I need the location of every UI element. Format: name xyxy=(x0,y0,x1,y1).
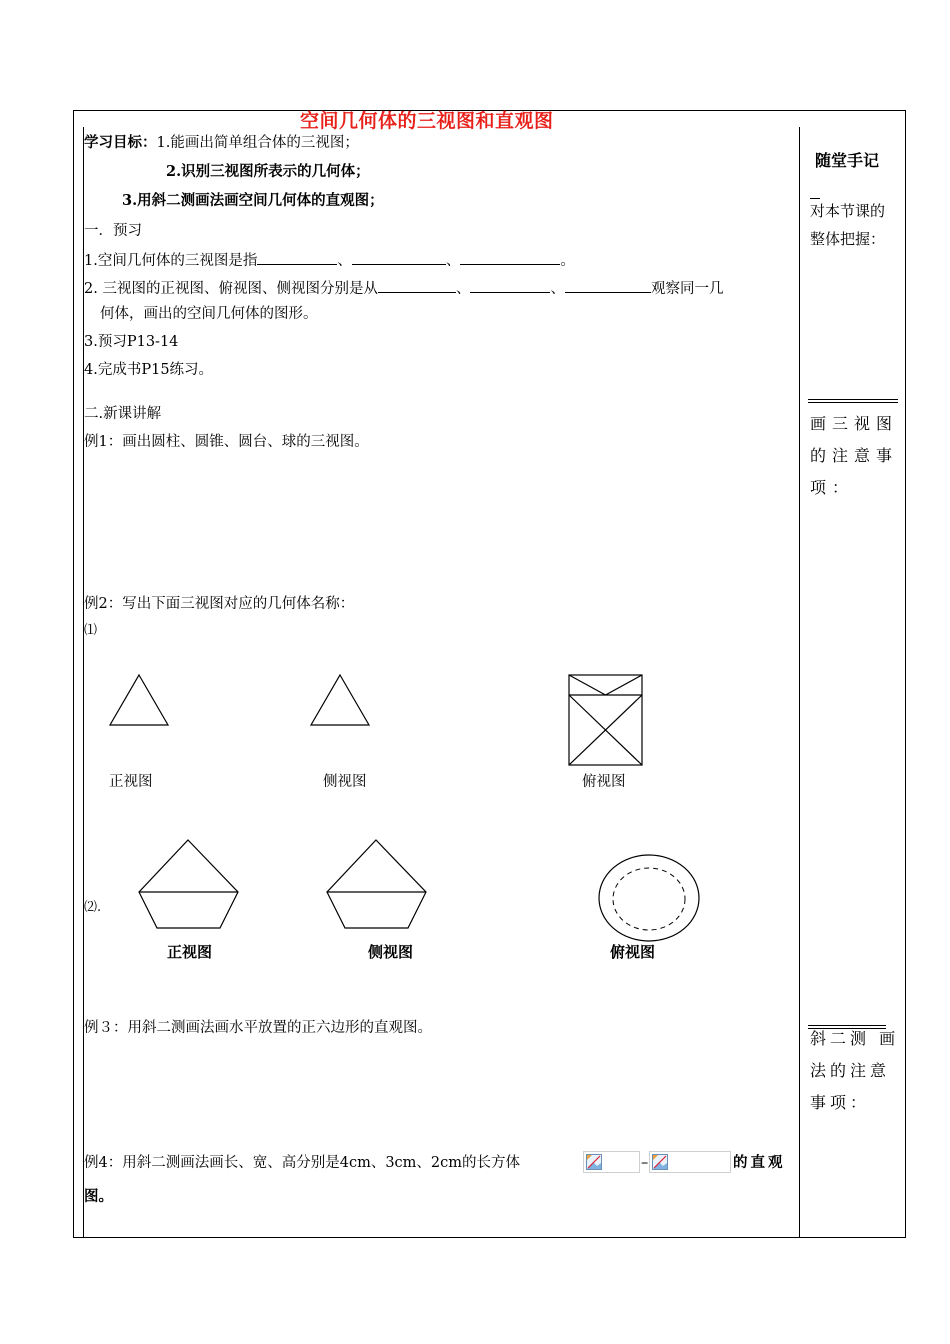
broken-image-icon xyxy=(649,1151,731,1173)
example-1: 例1：画出圆柱、圆锥、圆台、球的三视图。 xyxy=(84,434,369,450)
top-view-label: 俯视图 xyxy=(582,774,626,790)
answer-blank[interactable] xyxy=(460,250,560,265)
example-2-part-2: ⑵. xyxy=(84,900,102,915)
preview-q3: 3.预习P13-14 xyxy=(84,334,179,350)
broken-image-icon xyxy=(583,1151,640,1173)
objective-3: 3.用斜二测画法画空间几何体的直观图； xyxy=(122,192,384,209)
example-4-end: 的直观 xyxy=(733,1154,786,1171)
side-view-triangle xyxy=(311,675,369,725)
preview-heading: 一．预习 xyxy=(84,223,142,239)
front-view-label: 正视图 xyxy=(109,774,153,790)
preview-q1: 1.空间几何体的三视图是指 、 、 。 xyxy=(84,250,575,270)
note-three-views: 画三视图 的注意事 项： xyxy=(810,414,899,497)
objectives-label: 学习目标 xyxy=(84,134,142,151)
example-4: 例4：用斜二测画法画长、宽、高分别是4cm、3cm、2cm的长方体 xyxy=(84,1155,521,1171)
note-oblique-method: 斜二测 画 法的注意 事项： xyxy=(810,1029,900,1112)
figure-2-views xyxy=(130,835,710,945)
notes-heading: 随堂手记 xyxy=(815,151,880,170)
preview-q2: 2. 三视图的正视图、俯视图、侧视图分别是从 、 、 观察同一几 xyxy=(84,278,723,298)
side-view-label: 侧视图 xyxy=(323,774,367,790)
side-view-label: 侧视图 xyxy=(368,943,414,961)
example-4-dash: – xyxy=(641,1155,649,1171)
objective-1: 1.能画出简单组合体的三视图； xyxy=(156,135,359,151)
objectives-line-1: 学习目标：1.能画出简单组合体的三视图； xyxy=(84,134,359,151)
example-2-part-1: ⑴ xyxy=(84,623,98,638)
example-2: 例2：写出下面三视图对应的几何体名称： xyxy=(84,596,355,612)
example-3: 例３：用斜二测画法画水平放置的正六边形的直观图。 xyxy=(84,1020,432,1036)
front-view-pentagon xyxy=(139,840,238,928)
answer-blank[interactable] xyxy=(352,250,446,265)
page-title: 空间几何体的三视图和直观图 xyxy=(300,110,554,132)
answer-blank[interactable] xyxy=(470,278,550,293)
side-view-pentagon xyxy=(327,840,426,928)
preview-q4: 4.完成书P15练习。 xyxy=(84,362,214,378)
front-view-triangle xyxy=(110,675,168,725)
preview-q2-cont: 何体，画出的空间几何体的图形。 xyxy=(100,306,318,322)
objective-2: 2.识别三视图所表示的几何体； xyxy=(166,163,370,180)
top-view-inner-dashed-circle xyxy=(613,868,685,930)
answer-blank[interactable] xyxy=(565,278,651,293)
top-view-square xyxy=(569,675,642,765)
answer-blank[interactable] xyxy=(378,278,456,293)
example-4-cont: 图。 xyxy=(84,1188,113,1205)
lesson-heading: 二.新课讲解 xyxy=(84,406,162,422)
top-view-label: 俯视图 xyxy=(610,943,656,961)
front-view-label: 正视图 xyxy=(167,943,213,961)
figure-1-views xyxy=(100,670,660,770)
note-overall: 对本节课的 整体把握： xyxy=(810,202,886,248)
answer-blank[interactable] xyxy=(257,250,337,265)
